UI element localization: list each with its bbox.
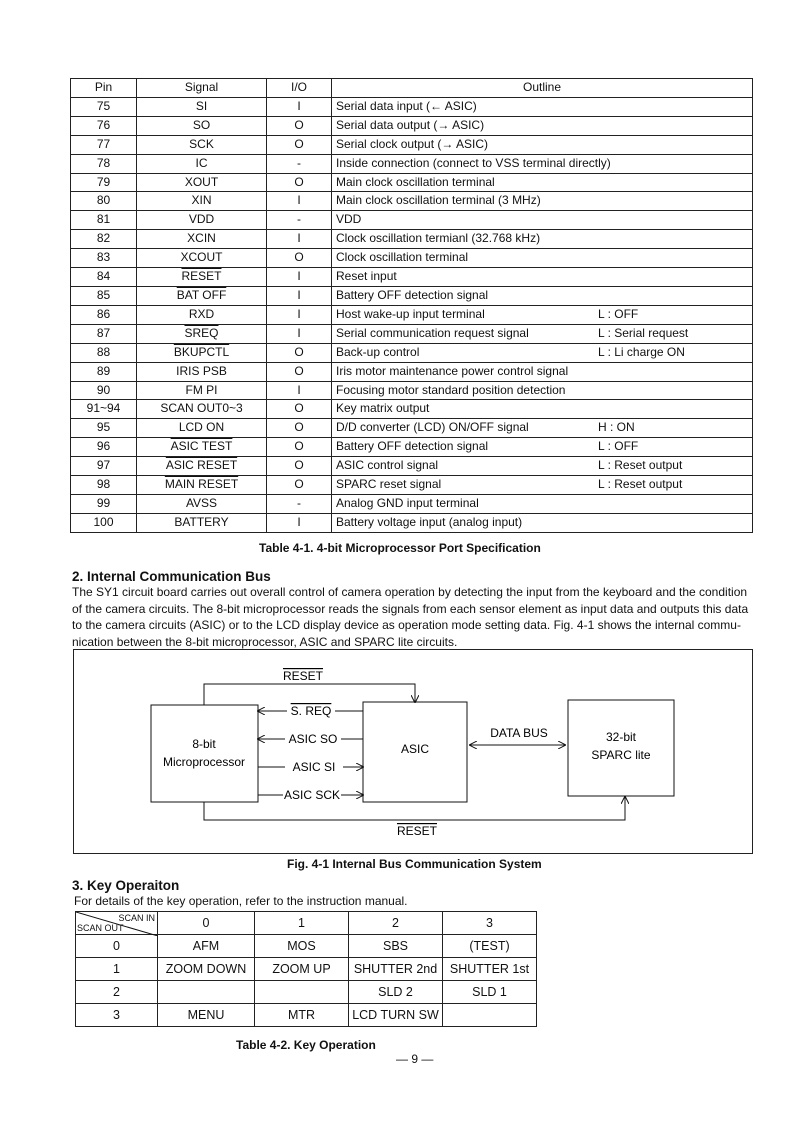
outline-text: Back-up control bbox=[336, 344, 420, 359]
pin-io: O bbox=[267, 400, 332, 419]
pin-row bbox=[71, 97, 753, 116]
signal-name: AVSS bbox=[185, 495, 218, 510]
pin-io: - bbox=[267, 211, 332, 230]
scan-out-row-label: 1 bbox=[76, 958, 158, 981]
pin-outline bbox=[332, 400, 753, 419]
micro-label-2: Microprocessor bbox=[162, 755, 246, 769]
pin-outline bbox=[332, 494, 753, 513]
pin-table-body bbox=[71, 97, 753, 532]
pin-io: I bbox=[267, 381, 332, 400]
pin-number: 90 bbox=[71, 381, 137, 400]
pin-io: I bbox=[267, 230, 332, 249]
signal-name: ASIC TEST bbox=[170, 439, 233, 454]
pin-number: 75 bbox=[71, 97, 137, 116]
pin-outline bbox=[332, 154, 753, 173]
pin-io: O bbox=[267, 438, 332, 457]
pin-io: O bbox=[267, 476, 332, 495]
section2-title: 2. Internal Communication Bus bbox=[72, 569, 271, 584]
pin-row bbox=[71, 286, 753, 305]
pin-number: 95 bbox=[71, 419, 137, 438]
pin-io: I bbox=[267, 268, 332, 287]
pin-row bbox=[71, 211, 753, 230]
signal-name: ASIC RESET bbox=[165, 458, 238, 473]
pin-io: O bbox=[267, 135, 332, 154]
outline-text: Focusing motor standard position detection bbox=[336, 382, 566, 397]
signal-name: VDD bbox=[188, 212, 215, 227]
sparc-label-2: SPARC lite bbox=[591, 748, 651, 762]
pin-outline bbox=[332, 457, 753, 476]
pin-io: O bbox=[267, 173, 332, 192]
key-row bbox=[76, 935, 537, 958]
key-cell: ZOOM UP bbox=[255, 958, 349, 981]
key-cell: SBS bbox=[349, 935, 443, 958]
pin-number: 99 bbox=[71, 494, 137, 513]
scan-out-row-label: 2 bbox=[76, 981, 158, 1004]
pin-outline bbox=[332, 305, 753, 324]
pin-row bbox=[71, 513, 753, 532]
signal-name: XIN bbox=[191, 193, 212, 208]
outline-text: Main clock oscillation terminal (3 MHz) bbox=[336, 193, 541, 208]
pin-number: 88 bbox=[71, 343, 137, 362]
outline-text: Clock oscillation termianl (32.768 kHz) bbox=[336, 231, 541, 246]
pin-row bbox=[71, 400, 753, 419]
pin-io: I bbox=[267, 286, 332, 305]
outline-note: L : OFF bbox=[598, 306, 639, 321]
pin-io: I bbox=[267, 324, 332, 343]
pin-spec-table bbox=[70, 78, 753, 533]
outline-text: VDD bbox=[336, 212, 362, 227]
pin-row bbox=[71, 343, 753, 362]
signal-name: BATTERY bbox=[174, 514, 229, 529]
pin-io: I bbox=[267, 513, 332, 532]
key-row bbox=[76, 1004, 537, 1027]
pin-number: 82 bbox=[71, 230, 137, 249]
sparc-label-1: 32-bit bbox=[605, 730, 637, 744]
pin-signal bbox=[137, 116, 267, 135]
signal-name: LCD ON bbox=[178, 420, 225, 435]
pin-number: 89 bbox=[71, 362, 137, 381]
key-cell bbox=[255, 981, 349, 1004]
pin-signal bbox=[137, 438, 267, 457]
pin-row bbox=[71, 116, 753, 135]
pin-row bbox=[71, 419, 753, 438]
page-number: — 9 — bbox=[396, 1052, 434, 1066]
scan-in-col: 2 bbox=[349, 912, 443, 935]
pin-signal bbox=[137, 286, 267, 305]
key-cell: MENU bbox=[158, 1004, 255, 1027]
bus-diagram bbox=[73, 649, 753, 854]
pin-number: 84 bbox=[71, 268, 137, 287]
pin-number: 85 bbox=[71, 286, 137, 305]
section3-title: 3. Key Operaiton bbox=[72, 878, 180, 893]
header-signal: Signal bbox=[137, 79, 267, 98]
pin-outline bbox=[332, 513, 753, 532]
pin-outline bbox=[332, 135, 753, 154]
pin-outline bbox=[332, 419, 753, 438]
signal-name: XCOUT bbox=[180, 250, 223, 265]
pin-io: - bbox=[267, 154, 332, 173]
section2-line: The SY1 circuit board carries out overall control of camera operation by detecting the input from the keyboard and the condition bbox=[72, 585, 748, 599]
pin-signal bbox=[137, 268, 267, 287]
scan-corner-cell bbox=[76, 912, 158, 935]
asic-sck-label: ASIC SCK bbox=[283, 788, 341, 802]
key-cell: ZOOM DOWN bbox=[158, 958, 255, 981]
pin-row bbox=[71, 173, 753, 192]
pin-io: O bbox=[267, 343, 332, 362]
key-cell: SHUTTER 1st bbox=[443, 958, 537, 981]
key-table-body bbox=[76, 912, 537, 1027]
pin-signal bbox=[137, 457, 267, 476]
outline-text: Battery OFF detection signal bbox=[336, 287, 489, 302]
pin-number: 87 bbox=[71, 324, 137, 343]
signal-name: SO bbox=[192, 117, 211, 132]
signal-name: FM PI bbox=[185, 382, 218, 397]
pin-number: 96 bbox=[71, 438, 137, 457]
header-pin: Pin bbox=[71, 79, 137, 98]
pin-row bbox=[71, 192, 753, 211]
section2-line: nication between the 8-bit microprocessor, ASIC and SPARC lite circuits. bbox=[72, 634, 458, 649]
data-bus-label: DATA BUS bbox=[490, 726, 548, 740]
outline-note: H : ON bbox=[598, 420, 635, 435]
asic-so-label: ASIC SO bbox=[288, 732, 338, 746]
pin-outline bbox=[332, 438, 753, 457]
signal-name: BAT OFF bbox=[176, 287, 227, 302]
scan-in-label: SCAN IN bbox=[118, 913, 155, 923]
pin-io: - bbox=[267, 494, 332, 513]
outline-text: Battery OFF detection signal bbox=[336, 439, 489, 454]
pin-io: I bbox=[267, 192, 332, 211]
signal-name: SREQ bbox=[184, 325, 219, 340]
pin-io: O bbox=[267, 116, 332, 135]
key-cell: SLD 1 bbox=[443, 981, 537, 1004]
outline-text: Serial data input (← ASIC) bbox=[336, 98, 477, 113]
pin-signal bbox=[137, 400, 267, 419]
key-cell bbox=[158, 981, 255, 1004]
pin-signal bbox=[137, 419, 267, 438]
signal-name: IC bbox=[195, 155, 208, 170]
scan-out-row-label: 3 bbox=[76, 1004, 158, 1027]
pin-signal bbox=[137, 154, 267, 173]
signal-name: SI bbox=[195, 98, 208, 113]
pin-number: 91~94 bbox=[71, 400, 137, 419]
pin-signal bbox=[137, 324, 267, 343]
pin-signal bbox=[137, 513, 267, 532]
signal-name: RXD bbox=[188, 306, 215, 321]
outline-text: Reset input bbox=[336, 269, 397, 284]
outline-note: L : OFF bbox=[598, 439, 639, 454]
pin-signal bbox=[137, 362, 267, 381]
outline-text: ASIC control signal bbox=[336, 458, 439, 473]
key-cell: SHUTTER 2nd bbox=[349, 958, 443, 981]
pin-signal bbox=[137, 494, 267, 513]
outline-text: D/D converter (LCD) ON/OFF signal bbox=[336, 420, 529, 435]
pin-outline bbox=[332, 97, 753, 116]
outline-text: Battery voltage input (analog input) bbox=[336, 514, 523, 529]
pin-row bbox=[71, 154, 753, 173]
key-table-caption: Table 4-2. Key Operation bbox=[236, 1038, 376, 1052]
pin-row bbox=[71, 135, 753, 154]
scan-out-row-label: 0 bbox=[76, 935, 158, 958]
section2-body bbox=[72, 584, 748, 650]
pin-signal bbox=[137, 476, 267, 495]
header-outline: Outline bbox=[332, 79, 753, 98]
pin-row bbox=[71, 457, 753, 476]
reset-bottom-line bbox=[204, 797, 625, 820]
key-cell: (TEST) bbox=[443, 935, 537, 958]
header-io: I/O bbox=[267, 79, 332, 98]
pin-io: O bbox=[267, 249, 332, 268]
signal-name: XOUT bbox=[184, 174, 219, 189]
pin-row bbox=[71, 476, 753, 495]
pin-row bbox=[71, 362, 753, 381]
sreq-label: S. REQ bbox=[290, 704, 332, 718]
pin-outline bbox=[332, 173, 753, 192]
key-table-header-row bbox=[76, 912, 537, 935]
pin-number: 77 bbox=[71, 135, 137, 154]
pin-row bbox=[71, 494, 753, 513]
key-cell bbox=[443, 1004, 537, 1027]
pin-outline bbox=[332, 343, 753, 362]
diagram-caption: Fig. 4-1 Internal Bus Communication System bbox=[287, 857, 542, 871]
outline-text: Serial data output (→ ASIC) bbox=[336, 117, 485, 132]
pin-number: 100 bbox=[71, 513, 137, 532]
key-cell: LCD TURN SW bbox=[349, 1004, 443, 1027]
pin-number: 80 bbox=[71, 192, 137, 211]
outline-text: Serial clock output (→ ASIC) bbox=[336, 136, 489, 151]
pin-outline bbox=[332, 362, 753, 381]
signal-name: SCAN OUT0~3 bbox=[160, 401, 243, 416]
reset-bottom-label: RESET bbox=[396, 824, 438, 838]
pin-number: 86 bbox=[71, 305, 137, 324]
pin-outline bbox=[332, 211, 753, 230]
micro-label-1: 8-bit bbox=[192, 737, 216, 751]
outline-text: Key matrix output bbox=[336, 401, 430, 416]
key-cell: SLD 2 bbox=[349, 981, 443, 1004]
pin-io: O bbox=[267, 419, 332, 438]
pin-outline bbox=[332, 476, 753, 495]
pin-table-caption: Table 4-1. 4-bit Microprocessor Port Specification bbox=[259, 541, 541, 555]
asic-label: ASIC bbox=[400, 742, 430, 756]
asic-si-label: ASIC SI bbox=[292, 760, 336, 774]
pin-row bbox=[71, 268, 753, 287]
pin-io: O bbox=[267, 457, 332, 476]
signal-name: BKUPCTL bbox=[173, 344, 230, 359]
pin-outline bbox=[332, 116, 753, 135]
key-operation-table bbox=[75, 911, 537, 1027]
key-cell: MOS bbox=[255, 935, 349, 958]
key-cell: AFM bbox=[158, 935, 255, 958]
pin-signal bbox=[137, 192, 267, 211]
pin-number: 76 bbox=[71, 116, 137, 135]
outline-note: L : Reset output bbox=[598, 458, 683, 473]
outline-text: Inside connection (connect to VSS terminal directly) bbox=[336, 155, 611, 170]
signal-name: SCK bbox=[189, 136, 214, 151]
pin-outline bbox=[332, 230, 753, 249]
pin-row bbox=[71, 249, 753, 268]
pin-signal bbox=[137, 249, 267, 268]
pin-signal bbox=[137, 97, 267, 116]
pin-outline bbox=[332, 249, 753, 268]
signal-name: MAIN RESET bbox=[164, 477, 239, 492]
pin-row bbox=[71, 381, 753, 400]
outline-text: Iris motor maintenance power control signal bbox=[336, 363, 569, 378]
signal-name: XCIN bbox=[187, 231, 216, 246]
pin-outline bbox=[332, 381, 753, 400]
key-row bbox=[76, 958, 537, 981]
outline-text: Serial communication request signal bbox=[336, 325, 529, 340]
outline-text: Analog GND input terminal bbox=[336, 495, 479, 510]
key-cell: MTR bbox=[255, 1004, 349, 1027]
section2-line: to the camera circuits (ASIC) or to the LCD display device as operation mode setting data. Fig. 4-1 shows the internal commu- bbox=[72, 618, 741, 632]
pin-number: 97 bbox=[71, 457, 137, 476]
pin-row bbox=[71, 305, 753, 324]
outline-note: L : Li charge ON bbox=[598, 344, 685, 359]
scan-in-col: 1 bbox=[255, 912, 349, 935]
outline-text: SPARC reset signal bbox=[336, 477, 442, 492]
pin-outline bbox=[332, 324, 753, 343]
pin-number: 79 bbox=[71, 173, 137, 192]
outline-note: L : Serial request bbox=[598, 325, 689, 340]
scan-out-label: SCAN OUT bbox=[77, 923, 124, 933]
pin-number: 83 bbox=[71, 249, 137, 268]
pin-row bbox=[71, 438, 753, 457]
pin-outline bbox=[332, 192, 753, 211]
pin-signal bbox=[137, 381, 267, 400]
pin-number: 98 bbox=[71, 476, 137, 495]
pin-row bbox=[71, 230, 753, 249]
pin-signal bbox=[137, 211, 267, 230]
pin-signal bbox=[137, 230, 267, 249]
key-row bbox=[76, 981, 537, 1004]
outline-text: Host wake-up input terminal bbox=[336, 306, 485, 321]
pin-number: 81 bbox=[71, 211, 137, 230]
section2-line: of the camera circuits. The 8-bit microprocessor reads the signals from each sensor element as input data and outputs this data bbox=[72, 601, 749, 616]
scan-in-col: 3 bbox=[443, 912, 537, 935]
section3-intro: For details of the key operation, refer to the instruction manual. bbox=[74, 894, 408, 908]
pin-signal bbox=[137, 343, 267, 362]
pin-io: I bbox=[267, 97, 332, 116]
pin-signal bbox=[137, 173, 267, 192]
pin-io: I bbox=[267, 305, 332, 324]
signal-name: RESET bbox=[181, 269, 222, 284]
scan-in-col: 0 bbox=[158, 912, 255, 935]
outline-text: Main clock oscillation terminal bbox=[336, 174, 495, 189]
signal-name: IRIS PSB bbox=[176, 363, 227, 378]
pin-signal bbox=[137, 135, 267, 154]
microprocessor-box bbox=[151, 705, 258, 802]
pin-row bbox=[71, 324, 753, 343]
outline-text: Clock oscillation terminal bbox=[336, 250, 469, 265]
reset-top-label: RESET bbox=[282, 669, 324, 683]
pin-io: O bbox=[267, 362, 332, 381]
pin-table-header-row bbox=[71, 79, 753, 98]
pin-signal bbox=[137, 305, 267, 324]
pin-outline bbox=[332, 268, 753, 287]
pin-outline bbox=[332, 286, 753, 305]
pin-number: 78 bbox=[71, 154, 137, 173]
outline-note: L : Reset output bbox=[598, 477, 683, 492]
